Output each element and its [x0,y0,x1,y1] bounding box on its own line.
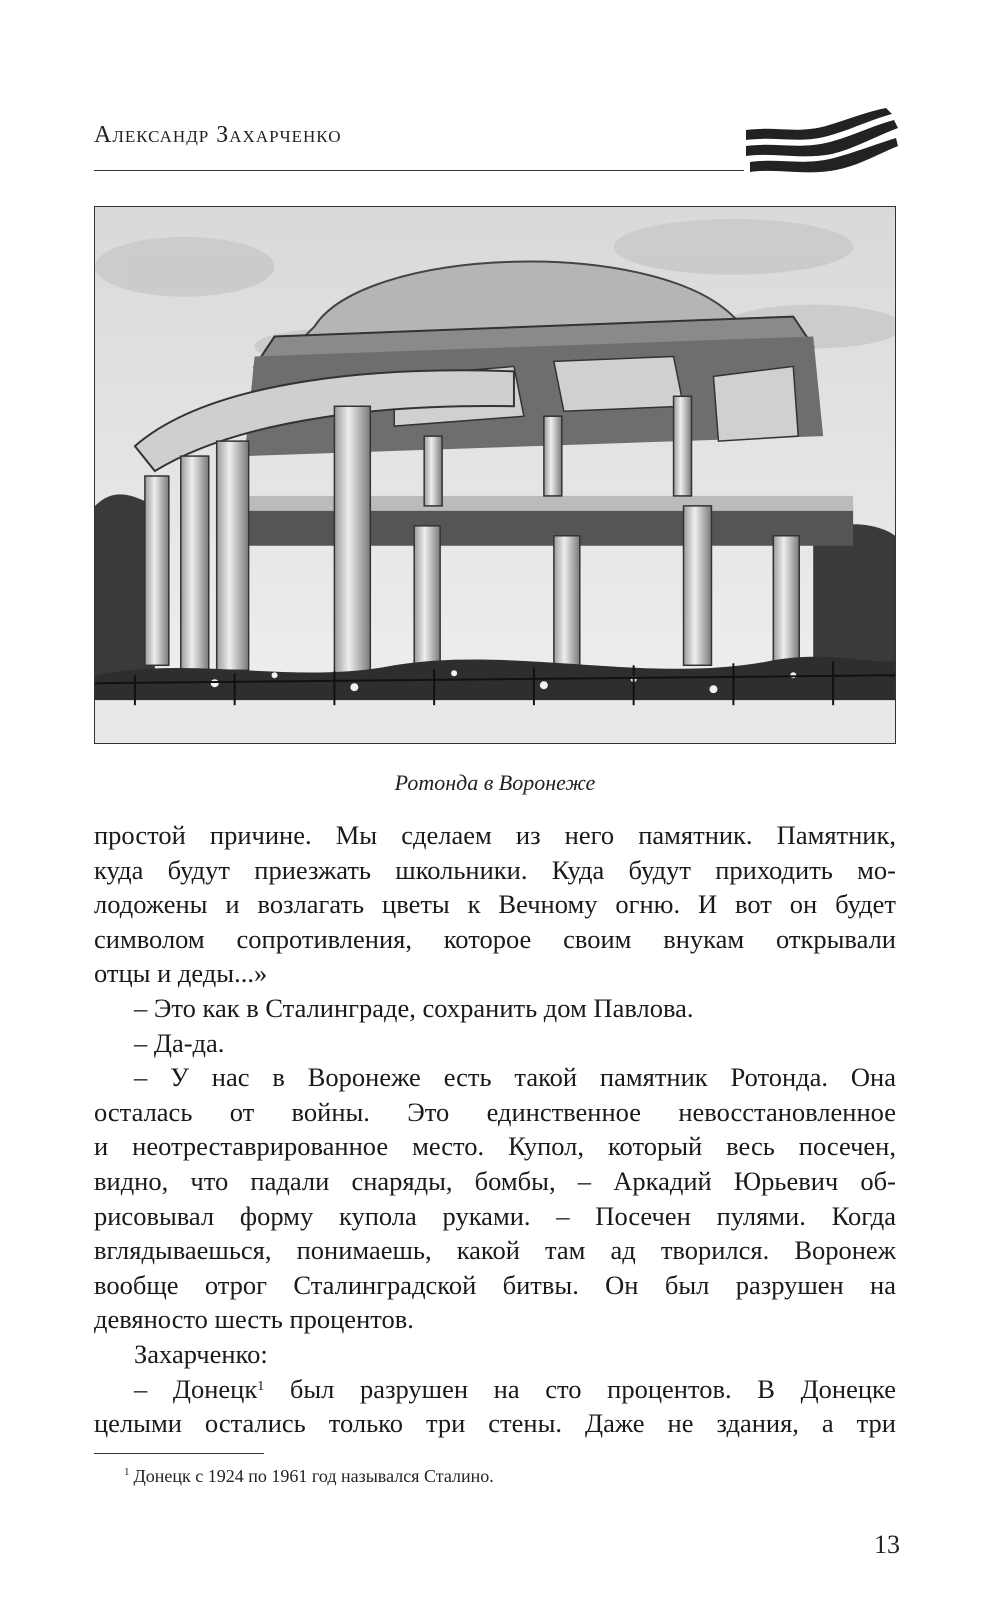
text-line: вглядываешься, понимаешь, какой там ад творился. Воронеж [94,1235,896,1266]
text-line: – Это как в Сталинграде, сохранить дом Павлова. [134,992,694,1023]
header-rule [94,170,744,171]
figure-photo [94,206,896,744]
footnote-number: 1 [124,1466,130,1478]
rotunda-ruin-photo [95,207,895,743]
footnote [124,1466,494,1487]
text-line: целыми остались только три стены. Даже не здания, а три [94,1408,896,1439]
text-line-with-footnote [94,1372,896,1407]
text-line: девяносто шесть процентов. [94,1304,414,1335]
body-text [94,818,896,1441]
footnote-text: Донецк с 1924 по 1961 год назывался Сталино. [133,1466,494,1486]
text-line: и неотреставрированное место. Купол, который весь посечен, [94,1131,896,1162]
text-line: осталась от войны. Это единственное невосстановленное [94,1096,896,1127]
text-line: вообще отрог Сталинградской битвы. Он был разрушен на [94,1269,896,1300]
text-line: рисовывал форму купола руками. – Посечен пулями. Когда [94,1200,896,1231]
text-line: Захарченко: [134,1338,268,1369]
running-head: Александр Захарченко [94,122,342,148]
text-line: – Да-да. [134,1027,225,1058]
footnote-rule [94,1453,264,1454]
text-line: простой причине. Мы сделаем из него памятник. Памятник, [94,820,896,850]
ribbon-flag-icon [746,108,898,174]
page-number: 13 [874,1530,900,1559]
footnote-marker[interactable]: 1 [257,1378,265,1394]
text-line: куда будут приезжать школьники. Куда будут приходить мо- [94,854,896,885]
text-line: символом сопротивления, которое своим внукам открывали [94,923,896,954]
text-line: видно, что падали снаряды, бомбы, – Аркадий Юрьевич об- [94,1165,896,1196]
line-start: – Донецк [134,1373,258,1404]
text-line: лодожены и возлагать цветы к Вечному огню. И вот он будет [94,889,896,920]
text-line: – У нас в Воронеже есть такой памятник Ротонда. Она [134,1062,896,1093]
figure-caption: Ротонда в Воронеже [394,770,596,795]
line-rest: был разрушен на сто процентов. В Донецке [289,1373,897,1404]
text-line: отцы и деды...» [94,958,268,989]
